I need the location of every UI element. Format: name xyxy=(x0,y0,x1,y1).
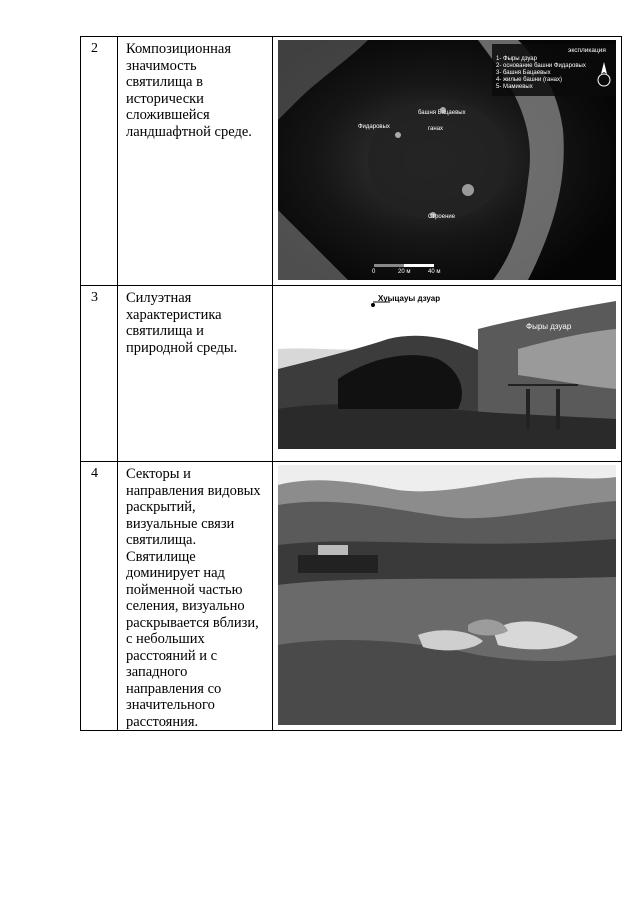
scale-label: 40 м xyxy=(428,269,441,275)
silhouette-photo xyxy=(278,289,616,449)
row-image-cell xyxy=(273,462,622,731)
row-number-cell xyxy=(81,37,118,286)
row-number-cell xyxy=(81,286,118,462)
scale-label: 0 xyxy=(372,269,376,275)
map-label: ганах xyxy=(428,126,444,132)
scale-label: 20 м xyxy=(398,269,411,275)
table-row xyxy=(81,37,622,286)
row-description-cell xyxy=(118,37,273,286)
row-image-cell xyxy=(273,37,622,286)
table-row xyxy=(81,462,622,731)
map-label: Фидаровых xyxy=(358,124,390,130)
legend-item: 4- жилые башни (ганах) xyxy=(496,77,563,83)
row-description: Секторы и направления видовых раскрытий, визуальные связи святилища. Святилище доминирует над пойменной частью селения, визуально раскрывается вблизи, с небольших расстояний и с западного направления со значительного расстояния. xyxy=(126,466,261,730)
row-number-cell xyxy=(81,462,118,731)
aerial-map-photo xyxy=(278,40,616,280)
silhouette-label: Хуыцауы дзуар xyxy=(378,294,441,303)
row-description-cell xyxy=(118,462,273,731)
legend-item: 2- основание башни Фидаровых xyxy=(496,63,586,69)
map-label: Строение xyxy=(428,214,456,220)
row-number: 3 xyxy=(91,290,98,305)
map-label: башня Бацаевых xyxy=(418,110,466,116)
row-description: Силуэтная характеристика святилища и природной среды. xyxy=(126,290,238,356)
row-description: Композиционная значимость святилища в исторически сложившейся ландшафтной среде. xyxy=(126,41,252,140)
document-table xyxy=(80,36,622,731)
row-description-cell xyxy=(118,286,273,462)
landscape-photo xyxy=(278,465,616,725)
legend-item: 1- Фыры дзуар xyxy=(496,56,537,62)
row-number: 2 xyxy=(91,41,98,56)
row-number: 4 xyxy=(91,466,98,481)
legend-title: экспликация xyxy=(568,47,606,54)
table-row xyxy=(81,286,622,462)
legend-item: 5- Мамиевых xyxy=(496,84,533,90)
row-image-cell xyxy=(273,286,622,462)
legend-item: 3- башня Бацаевых xyxy=(496,70,551,76)
silhouette-label: Фыры дзуар xyxy=(526,322,572,331)
